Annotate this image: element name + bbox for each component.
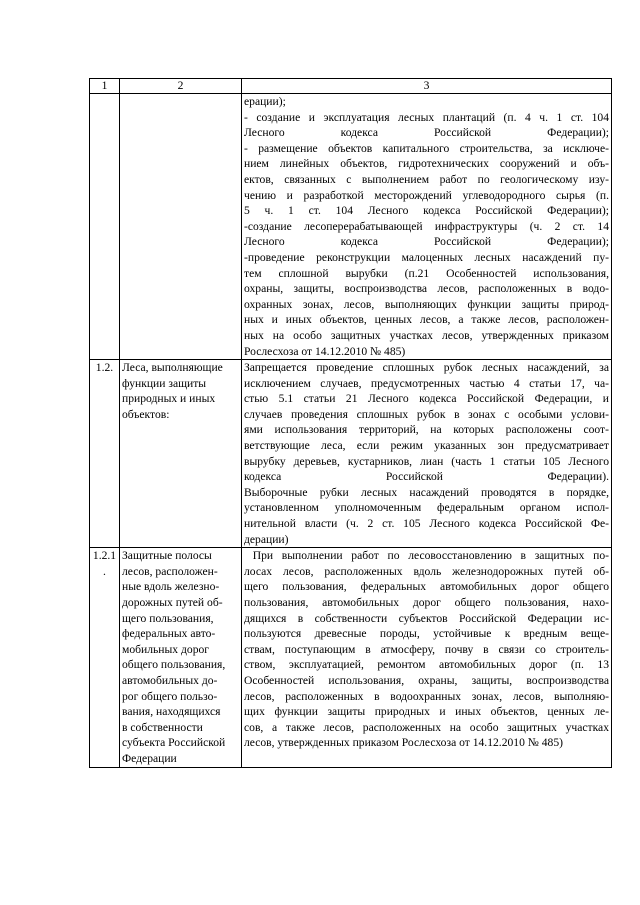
text-line: пользования, автомобильных дорог общего пользования, нахо- [244,596,609,609]
text-line: природных и иных [122,392,216,406]
text-line: установленном уполномоченным федеральным органом испол- [244,501,609,515]
text-line: ствам, поступающим в атмосферу, почву в связи со строитель- [244,642,609,656]
text-line: охранных зонах, лесов, выполняющих функции защиты природ- [244,297,609,311]
header-cell-3: 3 [242,79,612,94]
text-line: федеральных авто- [122,627,216,641]
text-line: лесов, расположенных в водоохранных зонах, лесов, выполняю- [244,689,609,703]
row-number-cell [90,548,120,767]
text-line: дерации) [244,532,289,546]
text-line: дорожных путей об- [122,596,223,609]
text-line: ектов, связанных с выполнением работ по геологическому изу- [244,172,609,186]
table-row-row-1-2-1 [90,548,612,767]
text-line: ные вдоль железно- [122,580,220,594]
text-line: -проведение реконструкции малоценных лесных насаждений пу- [244,250,609,264]
text-line: общего пользования, [122,658,226,672]
text-line: Рослесхоза от 14.12.2010 № 485) [244,344,406,358]
text-line: стью 5.1 статьи 21 Лесного кодекса Российской Федерации, и [244,392,609,406]
text-line: в собственности [122,720,203,734]
regulation-text-cell [242,548,612,767]
text-line: щего пользования, [122,611,214,625]
document-table [89,78,612,768]
text-line: сов, а также лесов, расположенных на особо защитных участках [244,720,609,734]
text-line: ерации); [244,95,286,108]
table-header-row [90,79,612,94]
text-line: кодекса Российской Федерации). [244,470,609,484]
text-line: субъекта Российской [122,736,226,750]
row-number-cell [90,94,120,360]
text-line: дящихся в собственности субъектов Российской Федерации ис- [244,611,609,625]
header-cell-2: 2 [120,79,242,94]
text-line: Выборочные рубки лесных насаждений проводятся в порядке, [244,485,609,499]
text-line: Лесного кодекса Российской Федерации); [244,235,609,249]
regulation-text-cell [242,360,612,548]
text-line: пользуются древесные породы, устойчивые к вредным веще- [244,627,609,641]
forest-category-cell [120,548,242,767]
text-line: исключением случаев, предусмотренных частью 4 статьи 17, ча- [244,376,609,390]
text-line: охраны, защиты, воспроизводства лесов, расположенных в водо- [244,282,609,296]
header-cell-1: 1 [90,79,120,94]
row-number-cell [90,360,120,548]
text-line: щего пользования, федеральных автомобильных дорог общего [244,580,609,594]
forest-category-cell [120,360,242,548]
forest-category-cell [120,94,242,360]
text-line: -создание лесоперерабатывающей инфраструктуры (ч. 2 ст. 14 [244,219,609,233]
text-line: Лесного кодекса Российской Федерации); [244,126,609,140]
text-line: Особенностей использования, охраны, защиты, воспроизводства [244,673,609,687]
text-line: ветствующие леса, если режим указанных зон предусматривает [244,439,609,453]
text-line: Леса, выполняющие [122,361,223,375]
text-line: случаев проведения сплошных рубок в зонах с особыми услови- [244,407,609,421]
text-line: лесов, утвержденных приказом Рослесхоза от 14.12.2010 № 485) [244,736,563,750]
text-line: Защитные полосы [122,549,212,563]
text-line: - размещение объектов капитального строительства, за исключе- [244,141,609,155]
text-line: вания, находящихся [122,705,221,719]
text-line: 1.2.1 [92,549,117,563]
table-row-row-1-2 [90,360,612,548]
text-line: рог общего пользо- [122,689,218,703]
text-line: лосах лесов, расположенных вдоль железнодорожных путей об- [244,564,609,578]
text-line: щих функции защиты природных и иных объектов, ценных ле- [244,705,609,719]
text-line: - создание и эксплуатация лесных плантаций (п. 4 ч. 1 ст. 104 [244,110,609,124]
text-line: Федерации [122,751,177,765]
text-line: нием линейных объектов, гидротехнических сооружений и объ- [244,157,609,171]
text-line: мобильных дорог [122,642,210,656]
text-line: автомобильных до- [122,673,218,687]
text-line: тем сплошной вырубки (п.21 Особенностей использования, [244,266,609,280]
text-line: лесов, расположен- [122,564,218,578]
text-line: При выполнении работ по лесовосстановлению в защитных по- [244,549,609,563]
regulation-text-cell [242,94,612,360]
text-line: объектов: [122,407,170,421]
text-line: ных на особо защитных участках лесов, утвержденных приказом [244,328,609,342]
text-line: ных и иных объектов, ценных лесов, а также лесов, расположен- [244,313,609,327]
text-line: ями использования территорий, на которых расположены соот- [244,423,609,437]
text-line: Запрещается проведение сплошных рубок лесных насаждений, за [244,361,609,375]
text-line: . [103,564,106,578]
text-line: ством, эксплуатацией, ремонтом автомобильных дорог (п. 13 [244,658,609,672]
text-line: функции защиты [122,376,207,390]
text-line: 1.2. [95,361,114,375]
text-line: вырубку деревьев, кустарников, лиан (часть 1 статьи 105 Лесного [244,454,609,468]
text-line: нительной власти (ч. 2 ст. 105 Лесного кодекса Российской Фе- [244,517,609,531]
text-line: чению и разработкой месторождений углеводородного сырья (п. [244,188,609,202]
table-row-continued-row [90,94,612,360]
text-line: 5 ч. 1 ст. 104 Лесного кодекса Российской Федерации); [244,204,609,218]
